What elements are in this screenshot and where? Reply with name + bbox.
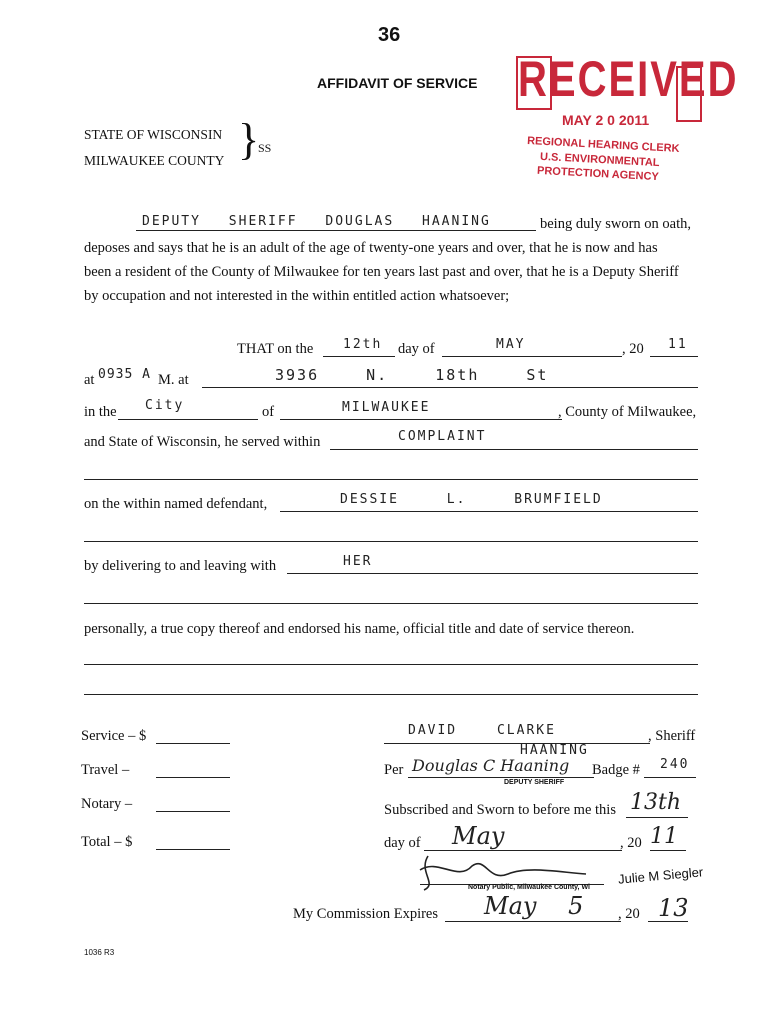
fee-notary-line bbox=[156, 811, 230, 812]
sheriff-line bbox=[384, 743, 650, 744]
notary-year-prefix: , 20 bbox=[620, 835, 642, 851]
comm-year-value: 13 bbox=[658, 894, 689, 922]
commission-value: May 5 bbox=[484, 892, 584, 920]
defendant-line bbox=[280, 511, 698, 512]
stamp-line2: U.S. ENVIRONMENTAL bbox=[539, 150, 660, 170]
document-line bbox=[330, 449, 698, 450]
delivering-label: by delivering to and leaving with bbox=[84, 558, 277, 574]
body-line-2: been a resident of the County of Milwaukee for ten years last past and over, that he is a Deputy Sheriff bbox=[84, 264, 679, 280]
venue-brace: } bbox=[238, 115, 260, 164]
notary-year-value: 11 bbox=[650, 824, 678, 849]
blank-line-1 bbox=[84, 479, 698, 480]
of-label: of bbox=[262, 404, 275, 420]
fee-service-line bbox=[156, 743, 230, 744]
document-value: COMPLAINT bbox=[398, 429, 487, 444]
blank-line-5 bbox=[84, 694, 698, 695]
commission-label: My Commission Expires bbox=[293, 906, 439, 922]
badge-value: 240 bbox=[660, 757, 690, 772]
subscribed-label: Subscribed and Sworn to before me this bbox=[384, 802, 616, 818]
month-line bbox=[442, 356, 622, 357]
day-of-label: day of bbox=[398, 341, 435, 357]
year-prefix: , 20 bbox=[622, 341, 644, 357]
day-line bbox=[323, 356, 395, 357]
state-served-label: and State of Wisconsin, he served within bbox=[84, 434, 321, 450]
stamp-box-r bbox=[516, 56, 552, 110]
affiant-line bbox=[136, 230, 536, 231]
municipality-line bbox=[280, 419, 562, 420]
badge-label: Badge # bbox=[592, 762, 640, 778]
venue-ss: SS bbox=[258, 141, 272, 155]
defendant-label: on the within named defendant, bbox=[84, 496, 268, 512]
notary-month-line bbox=[424, 850, 622, 851]
year-value: 11 bbox=[668, 337, 688, 352]
city-line bbox=[118, 419, 258, 420]
address-value: 3936 N. 18th St bbox=[275, 366, 549, 384]
stamp-date: MAY 2 0 2011 bbox=[562, 112, 650, 128]
defendant-value: DESSIE L. BRUMFIELD bbox=[340, 492, 603, 507]
notary-name: Julie M Siegler bbox=[617, 864, 704, 887]
affiant-name: DEPUTY SHERIFF DOUGLAS HAANING bbox=[142, 214, 491, 229]
municipality-value: MILWAUKEE bbox=[342, 400, 431, 415]
county-of-label: , County of Milwaukee, bbox=[558, 404, 697, 420]
per-signature: Douglas C Haaning bbox=[412, 756, 570, 775]
fee-travel-line bbox=[156, 777, 230, 778]
notary-year-line bbox=[650, 850, 686, 851]
body-line-1: deposes and says that he is an adult of the age of twenty-one years and over, that he is now and has bbox=[84, 240, 658, 256]
comm-year-prefix: , 20 bbox=[618, 906, 640, 922]
fee-service-label: Service – $ bbox=[81, 728, 147, 744]
per-label: Per bbox=[384, 762, 404, 778]
fee-total-label: Total – $ bbox=[81, 834, 133, 850]
stamp-line3: PROTECTION AGENCY bbox=[536, 164, 660, 184]
city-value: City bbox=[145, 398, 185, 413]
body-line-3: by occupation and not interested in the within entitled action whatsoever; bbox=[84, 288, 510, 304]
blank-line-2 bbox=[84, 541, 698, 542]
that-on-the: THAT on the bbox=[237, 341, 314, 357]
venue-county: MILWAUKEE COUNTY bbox=[84, 153, 225, 168]
at-label: at bbox=[84, 372, 95, 388]
address-line bbox=[202, 387, 698, 388]
document-title: AFFIDAVIT OF SERVICE bbox=[317, 75, 478, 91]
month-value: MAY bbox=[496, 337, 526, 352]
year-line bbox=[650, 356, 698, 357]
venue-state: STATE OF WISCONSIN bbox=[84, 127, 223, 142]
badge-line bbox=[644, 777, 696, 778]
form-code: 1036 R3 bbox=[84, 948, 115, 957]
blank-line-3 bbox=[84, 603, 698, 604]
fee-total-line bbox=[156, 849, 230, 850]
delivered-to-value: HER bbox=[343, 554, 373, 569]
personally-text: personally, a true copy thereof and endorsed his name, official title and date of service thereon. bbox=[84, 621, 635, 637]
sheriff-suffix: , Sheriff bbox=[648, 728, 696, 744]
page-number: 36 bbox=[378, 24, 401, 46]
m-at-label: M. at bbox=[158, 372, 189, 388]
sheriff-value: DAVID CLARKE bbox=[408, 723, 556, 738]
sub-day-line bbox=[626, 817, 688, 818]
notary-caption: Notary Public, Milwaukee County, Wi bbox=[468, 884, 590, 891]
deputy-caption: DEPUTY SHERIFF bbox=[504, 779, 565, 786]
fee-travel-label: Travel – bbox=[81, 762, 130, 778]
in-the-label: in the bbox=[84, 404, 117, 420]
per-line bbox=[408, 777, 594, 778]
sworn-text: being duly sworn on oath, bbox=[540, 216, 692, 232]
sub-day-value: 13th bbox=[630, 790, 682, 815]
stamp-line1: REGIONAL HEARING CLERK bbox=[526, 135, 680, 155]
notary-month-value: May bbox=[452, 822, 505, 850]
stamp-received-text: RECEIVED bbox=[518, 52, 739, 107]
commission-line bbox=[445, 921, 621, 922]
notary-day-of-label: day of bbox=[384, 835, 421, 851]
time-value: 0935 A bbox=[98, 367, 151, 382]
fee-notary-label: Notary – bbox=[81, 796, 133, 812]
blank-line-4 bbox=[84, 664, 698, 665]
stamp-box-d bbox=[676, 66, 702, 122]
day-value: 12th bbox=[343, 337, 383, 352]
delivered-to-line bbox=[287, 573, 698, 574]
deputy-value: HAANING bbox=[520, 743, 589, 758]
